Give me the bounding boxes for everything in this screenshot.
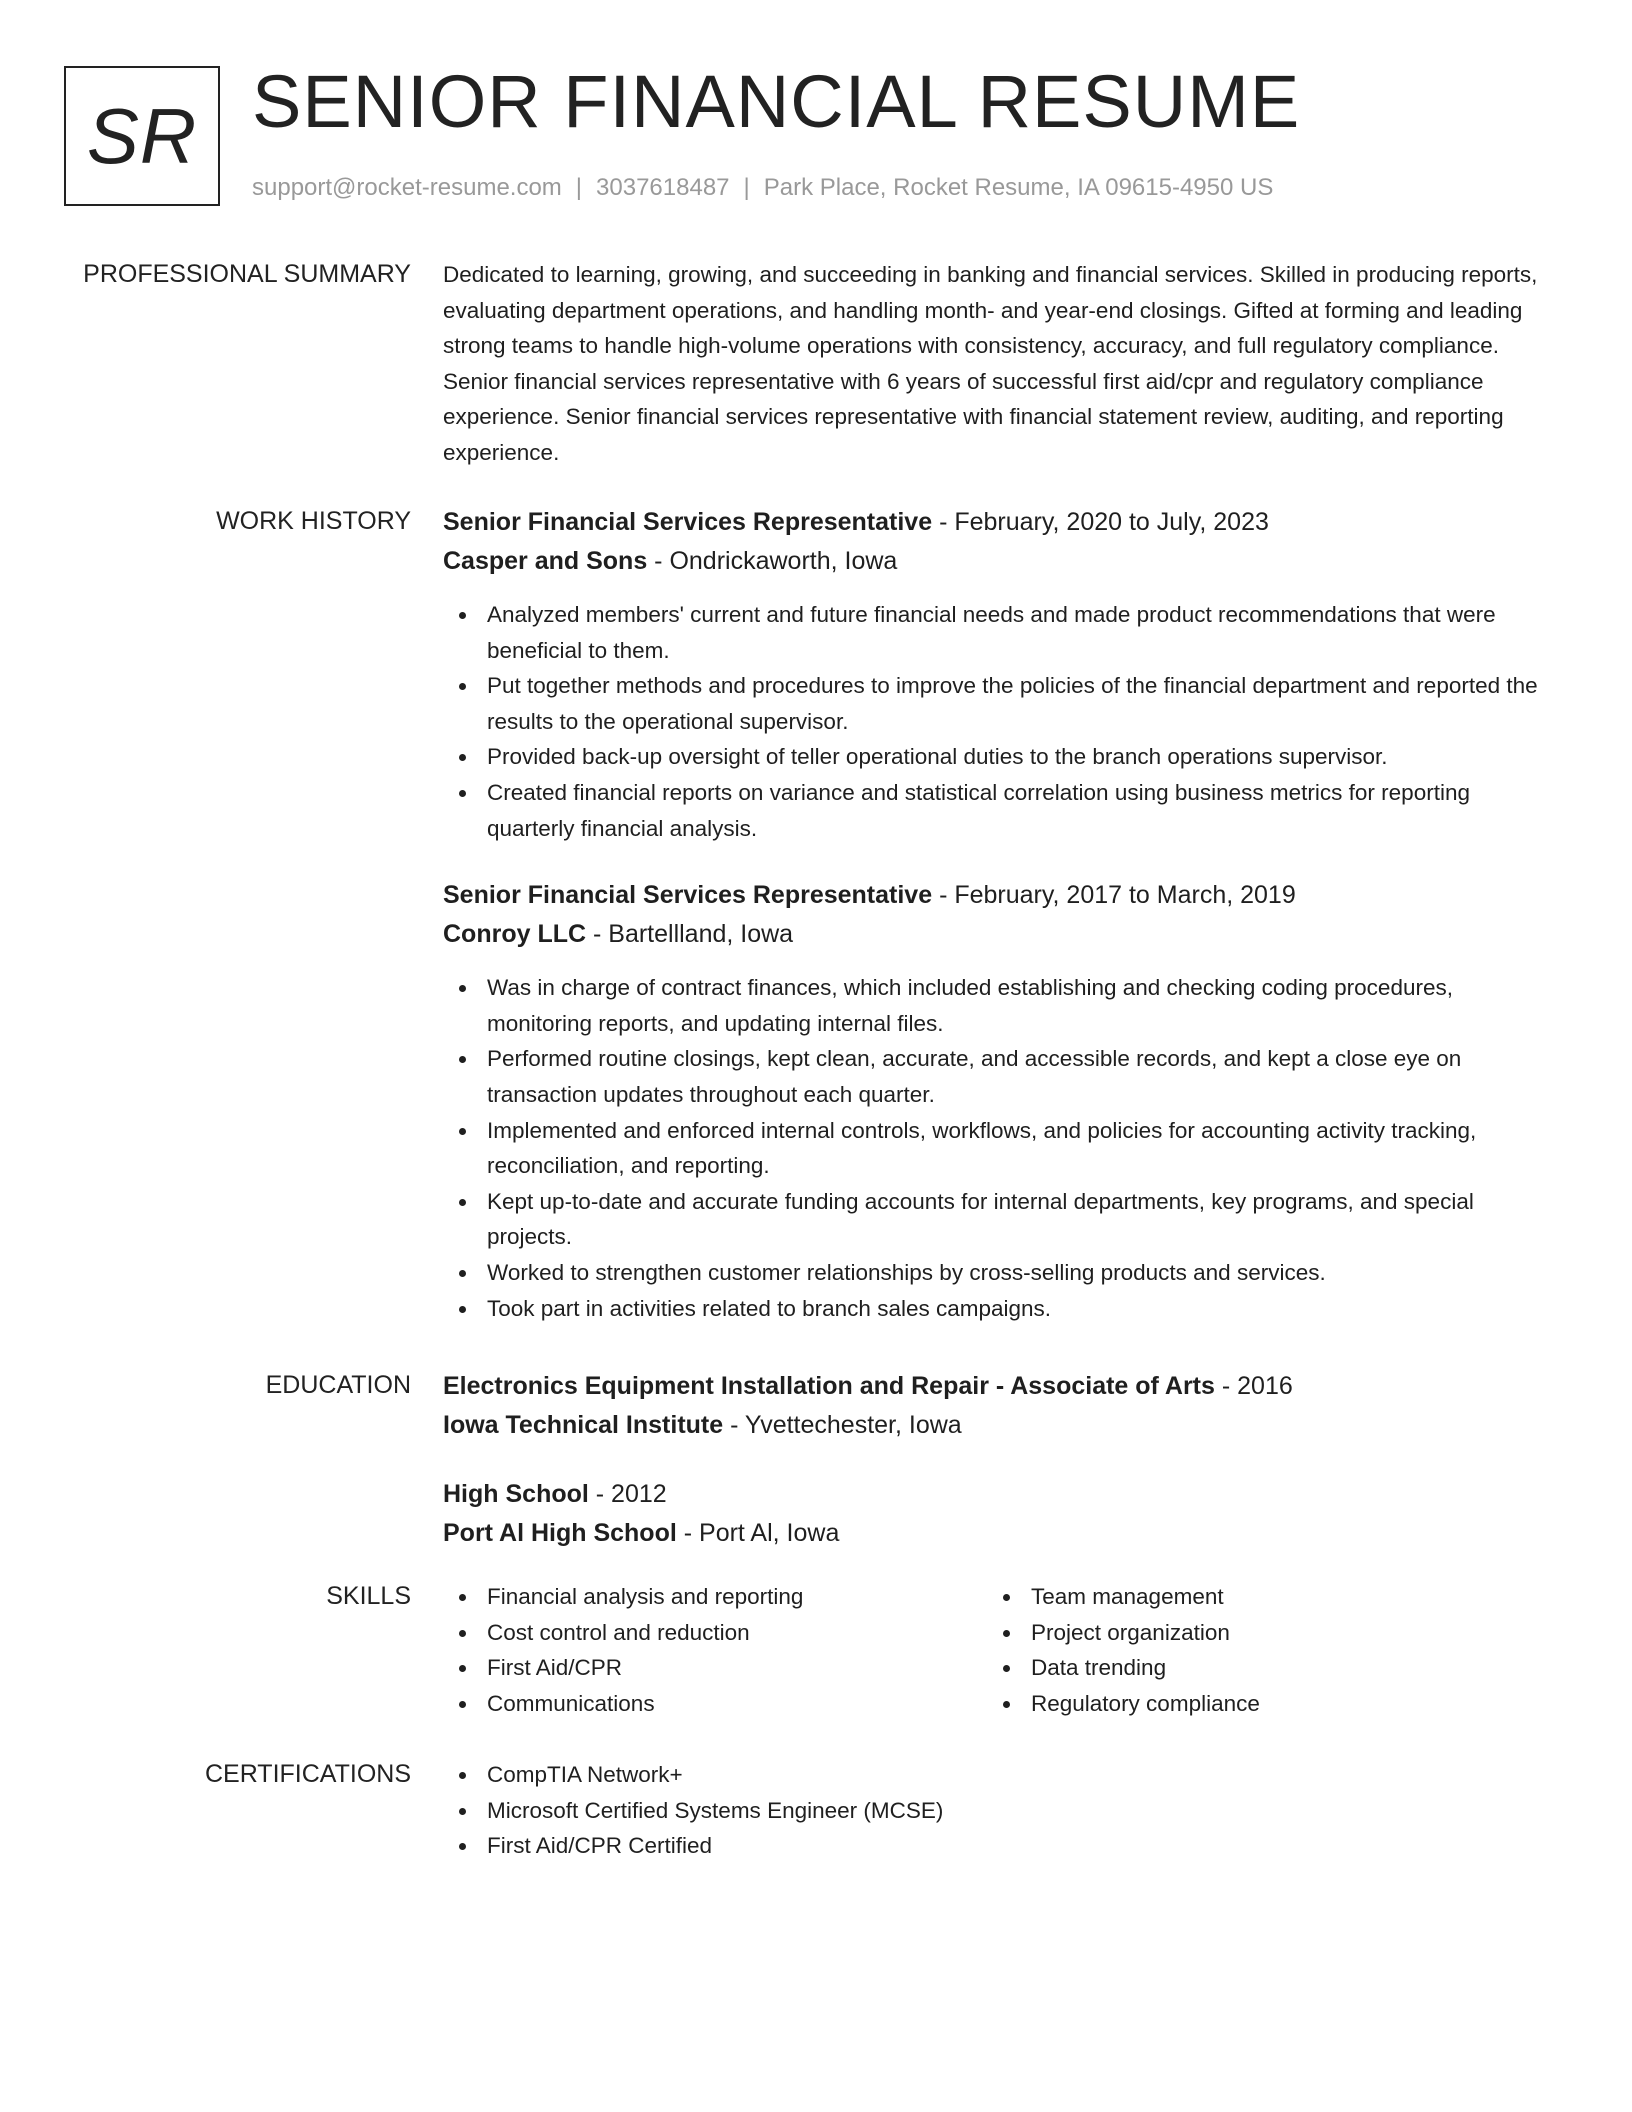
job-bullets <box>443 970 1558 1326</box>
page-title: SENIOR FINANCIAL RESUME <box>252 60 1301 143</box>
section-heading: PROFESSIONAL SUMMARY <box>83 260 411 288</box>
contact-phone: 3037618487 <box>596 174 730 201</box>
list-item: Created financial reports on variance and statistical correlation using business metrics for reporting quarterly financial analysis. <box>443 775 1558 846</box>
degree-line <box>443 1475 1558 1514</box>
job-company-line <box>443 915 1558 954</box>
list-item: Provided back-up oversight of teller operational duties to the branch operations supervisor. <box>443 739 1558 775</box>
job-location: - Ondrickaworth, Iowa <box>647 547 898 575</box>
degree-year: - 2012 <box>588 1480 667 1508</box>
list-item: Project organization <box>987 1615 1531 1651</box>
school-location: - Port Al, Iowa <box>676 1519 840 1547</box>
job-location: - Bartellland, Iowa <box>586 920 794 949</box>
job-title-line <box>443 503 1558 542</box>
skills-list-left <box>443 1579 987 1721</box>
contact-separator: | <box>743 174 750 201</box>
job-title-line <box>443 876 1558 915</box>
list-item: Performed routine closings, kept clean, accurate, and accessible records, and kept a close eye on transaction updates throughout each quarter. <box>443 1041 1558 1112</box>
list-item: Team management <box>987 1579 1531 1615</box>
job-company-line <box>443 542 1558 581</box>
degree-year: - 2016 <box>1214 1372 1293 1400</box>
education-entry <box>443 1367 1558 1445</box>
job-title: Senior Financial Services Representative <box>443 881 933 910</box>
school: Port Al High School <box>443 1519 677 1547</box>
contact-line <box>252 172 1273 204</box>
degree: High School <box>443 1480 589 1508</box>
job-company: Conroy LLC <box>443 920 587 949</box>
summary-text: Dedicated to learning, growing, and succeeding in banking and financial services. Skilled in producing reports, evaluating department operations, and handling month- and year-end closings. Gifted at forming and leading strong teams to handle high-volume operations with consistency, accuracy, and full regulatory compliance. Senior financial services representative with 6 years of successful first aid/cpr and regulatory compliance experience. Senior financial services representative with financial statement review, auditing, and reporting experience. <box>443 262 1538 465</box>
certifications-list <box>443 1757 1558 1864</box>
list-item: Took part in activities related to branch sales campaigns. <box>443 1291 1558 1327</box>
certifications-body <box>443 1757 1558 1864</box>
list-item: Worked to strengthen customer relationships by cross-selling products and services. <box>443 1255 1558 1291</box>
list-item: CompTIA Network+ <box>443 1757 1558 1793</box>
list-item: Put together methods and procedures to improve the policies of the financial department and reported the results to the operational supervisor. <box>443 668 1558 739</box>
job-entry <box>443 503 1558 846</box>
skills-list-right <box>987 1579 1531 1721</box>
list-item: Kept up-to-date and accurate funding accounts for internal departments, key programs, and special projects. <box>443 1184 1558 1255</box>
section-heading: WORK HISTORY <box>216 507 411 535</box>
section-heading: SKILLS <box>326 1582 411 1610</box>
school-line <box>443 1514 1558 1553</box>
contact-address: Park Place, Rocket Resume, IA 09615-4950 US <box>763 174 1274 201</box>
list-item: First Aid/CPR Certified <box>443 1828 1558 1864</box>
list-item: Microsoft Certified Systems Engineer (MCSE) <box>443 1793 1558 1829</box>
work-history-body <box>443 503 1558 1326</box>
education-body <box>443 1367 1558 1553</box>
monogram-initials: SR <box>86 92 198 180</box>
job-bullets <box>443 597 1558 846</box>
school-location: - Yvettechester, Iowa <box>723 1411 962 1439</box>
contact-email: support@rocket-resume.com <box>252 174 562 201</box>
school: Iowa Technical Institute <box>443 1411 724 1439</box>
degree-line <box>443 1367 1558 1406</box>
section-heading: EDUCATION <box>265 1371 411 1399</box>
education-entry <box>443 1475 1558 1553</box>
list-item: First Aid/CPR <box>443 1650 987 1686</box>
job-title: Senior Financial Services Representative <box>443 508 933 536</box>
list-item: Regulatory compliance <box>987 1686 1531 1722</box>
list-item: Was in charge of contract finances, which included establishing and checking coding procedures, monitoring reports, and updating internal files. <box>443 970 1558 1041</box>
monogram-box <box>64 66 220 206</box>
summary-body <box>443 257 1558 471</box>
list-item: Financial analysis and reporting <box>443 1579 987 1615</box>
list-item: Implemented and enforced internal controls, workflows, and policies for accounting activity tracking, reconciliation, and reporting. <box>443 1113 1558 1184</box>
job-dates: - February, 2020 to July, 2023 <box>932 508 1269 536</box>
degree: Electronics Equipment Installation and Repair - Associate of Arts <box>443 1372 1215 1400</box>
job-company: Casper and Sons <box>443 547 648 575</box>
job-dates: - February, 2017 to March, 2019 <box>932 881 1296 910</box>
contact-separator: | <box>575 174 583 201</box>
list-item: Cost control and reduction <box>443 1615 987 1651</box>
list-item: Communications <box>443 1686 987 1722</box>
school-line <box>443 1406 1558 1445</box>
section-heading: CERTIFICATIONS <box>204 1760 411 1788</box>
list-item: Analyzed members' current and future financial needs and made product recommendations that were beneficial to them. <box>443 597 1558 668</box>
list-item: Data trending <box>987 1650 1531 1686</box>
skills-body <box>443 1579 1558 1721</box>
job-entry <box>443 876 1558 1326</box>
